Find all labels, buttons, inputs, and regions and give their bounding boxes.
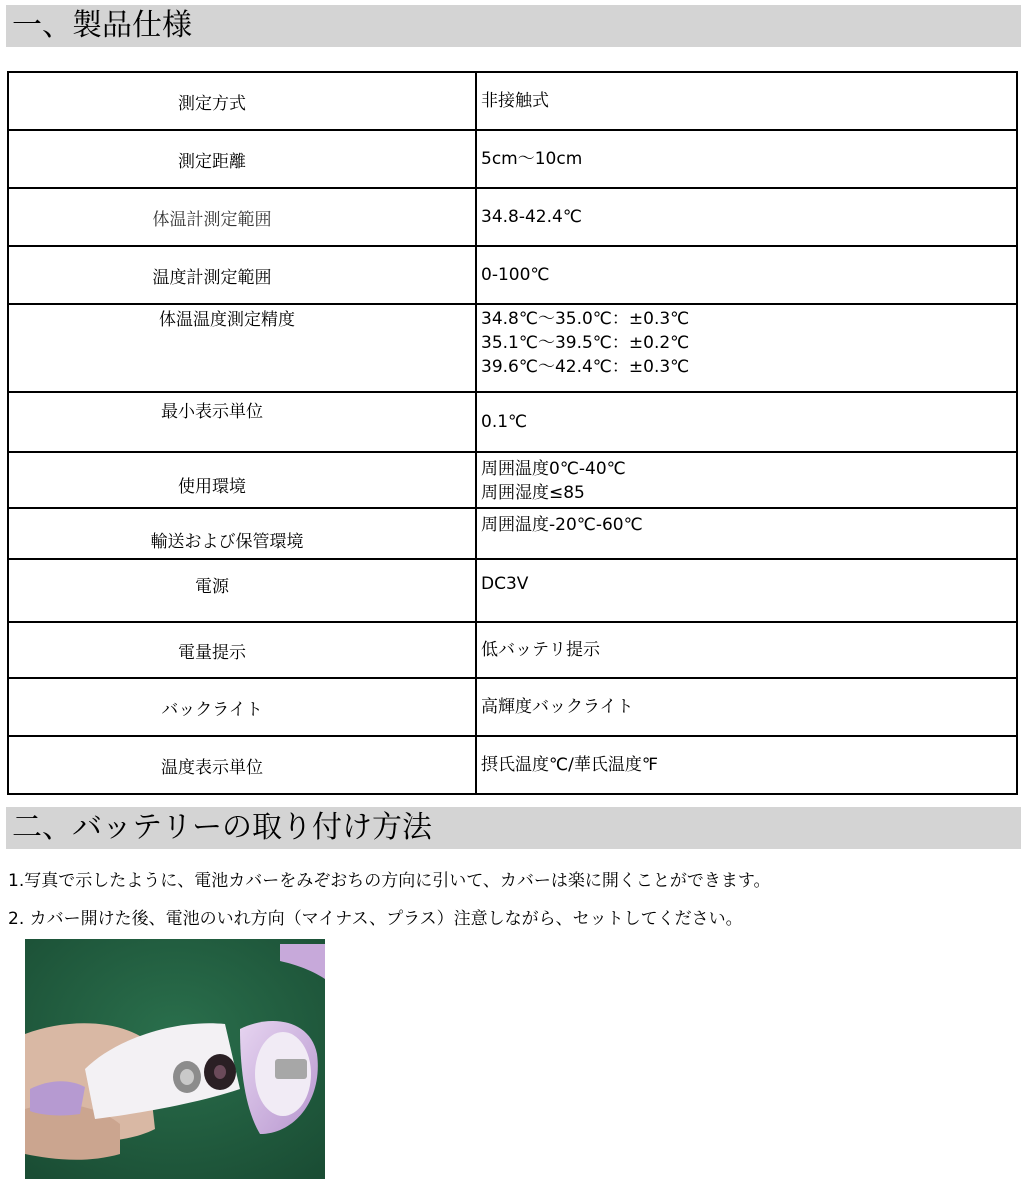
spec-label: バックライト [8,678,476,736]
spec-label: 体温温度測定精度 [8,304,476,392]
spec-label: 体温計測定範囲 [8,188,476,246]
table-row [8,72,1017,130]
battery-spring-center [214,1065,226,1079]
table-row [8,508,1017,559]
battery-cover-contact [275,1059,307,1079]
table-row [8,304,1017,392]
spec-label: 温度表示単位 [8,736,476,794]
spec-label: 測定距離 [8,130,476,188]
spec-label: 測定方式 [8,72,476,130]
spec-label: 電量提示 [8,622,476,678]
spec-label: 温度計測定範囲 [8,246,476,304]
spec-value: 高輝度バックライト [476,678,1017,736]
table-row [8,246,1017,304]
instruction-step-1: 1.写真で示したように、電池カバーをみぞおちの方向に引いて、カバーは楽に開くことができます。 [8,871,771,891]
table-row [8,736,1017,794]
table-row [8,622,1017,678]
spec-label: 輸送および保管環境 [8,508,476,559]
spec-value: 34.8-42.4℃ [476,188,1017,246]
table-row [8,678,1017,736]
table-row [8,452,1017,508]
spec-value: 34.8℃～35.0℃：±0.3℃ 35.1℃～39.5℃：±0.2℃ 39.6℃～42.4℃：±0.3℃ [476,304,1017,392]
spec-table [7,71,1018,795]
spec-value: 周囲温度-20℃-60℃ [476,508,1017,559]
spec-value: 摂氏温度℃/華氏温度℉ [476,736,1017,794]
spec-value: 非接触式 [476,72,1017,130]
spec-value: 周囲温度0℃-40℃ 周囲湿度≤85 [476,452,1017,508]
device-purple-strip [30,1081,85,1115]
spec-value: 0-100℃ [476,246,1017,304]
section-title-battery: 二、バッテリーの取り付け方法 [6,807,1021,849]
instruction-step-2: 2. カバー開けた後、電池のいれ方向（マイナス、プラス）注意しながら、セットしてください。 [8,909,743,929]
table-row [8,188,1017,246]
spec-value: DC3V [476,559,1017,622]
battery-installation-photo [25,939,325,1179]
battery-terminal-inner [180,1069,194,1085]
spec-label: 電源 [8,559,476,622]
table-row [8,130,1017,188]
spec-value: 0.1℃ [476,392,1017,452]
spec-label: 使用環境 [8,452,476,508]
table-row [8,392,1017,452]
table-row [8,559,1017,622]
spec-label: 最小表示単位 [8,392,476,452]
section-title-specs: 一、製品仕様 [6,5,1021,47]
spec-value: 低バッテリ提示 [476,622,1017,678]
spec-value: 5cm～10cm [476,130,1017,188]
